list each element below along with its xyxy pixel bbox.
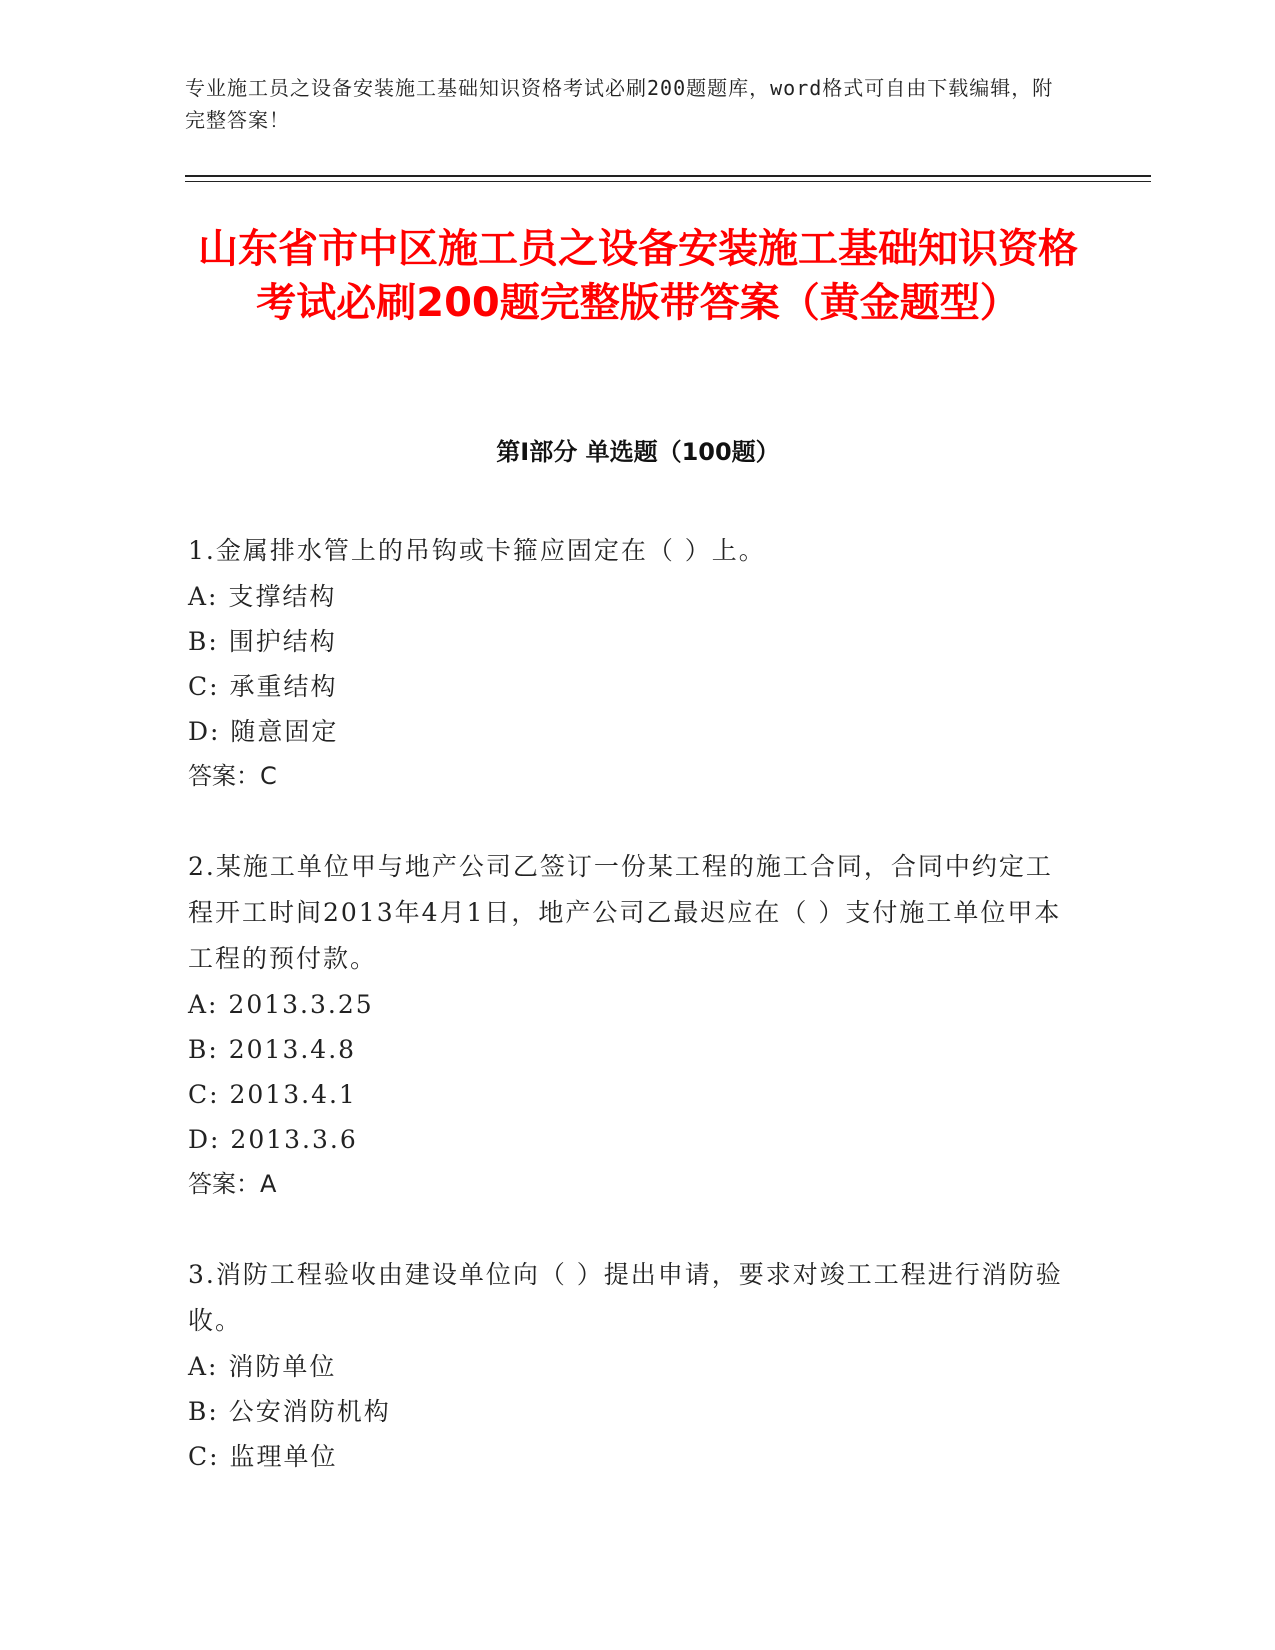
option-a: A: 消防单位 xyxy=(188,1352,337,1381)
option-b: B: 公安消防机构 xyxy=(188,1397,391,1426)
question-stem: 3.消防工程验收由建设单位向（ ）提出申请，要求对竣工工程进行消防验收。 xyxy=(188,1260,1063,1335)
header-note: 专业施工员之设备安装施工基础知识资格考试必刷200题题库，word格式可自由下载编辑，附完整答案！ xyxy=(185,76,1054,132)
question-1 xyxy=(188,528,1068,799)
option-b: B: 围护结构 xyxy=(188,627,337,656)
section-title: 第I部分 单选题（100题） xyxy=(496,438,780,466)
option-a: A: 2013.3.25 xyxy=(188,990,374,1019)
document-title: 山东省市中区施工员之设备安装施工基础知识资格考试必刷200题完整版带答案（黄金题型） xyxy=(198,226,1078,326)
option-c: C: 2013.4.1 xyxy=(188,1080,357,1109)
question-stem: 2.某施工单位甲与地产公司乙签订一份某工程的施工合同，合同中约定工程开工时间2013年4月1日，地产公司乙最迟应在（ ）支付施工单位甲本工程的预付款。 xyxy=(188,852,1062,973)
option-b: B: 2013.4.8 xyxy=(188,1035,357,1064)
header-divider-thin xyxy=(185,181,1151,182)
header-divider-thick xyxy=(185,175,1151,177)
question-stem: 1.金属排水管上的吊钩或卡箍应固定在（ ）上。 xyxy=(188,536,766,565)
question-2 xyxy=(188,844,1068,1207)
question-list xyxy=(188,528,1068,1524)
answer: 答案：C xyxy=(188,762,277,790)
option-d: D: 2013.3.6 xyxy=(188,1125,358,1154)
answer: 答案：A xyxy=(188,1170,277,1198)
option-d: D: 随意固定 xyxy=(188,717,339,746)
option-a: A: 支撑结构 xyxy=(188,582,337,611)
option-c: C: 监理单位 xyxy=(188,1442,338,1471)
question-3 xyxy=(188,1252,1068,1479)
option-c: C: 承重结构 xyxy=(188,672,338,701)
